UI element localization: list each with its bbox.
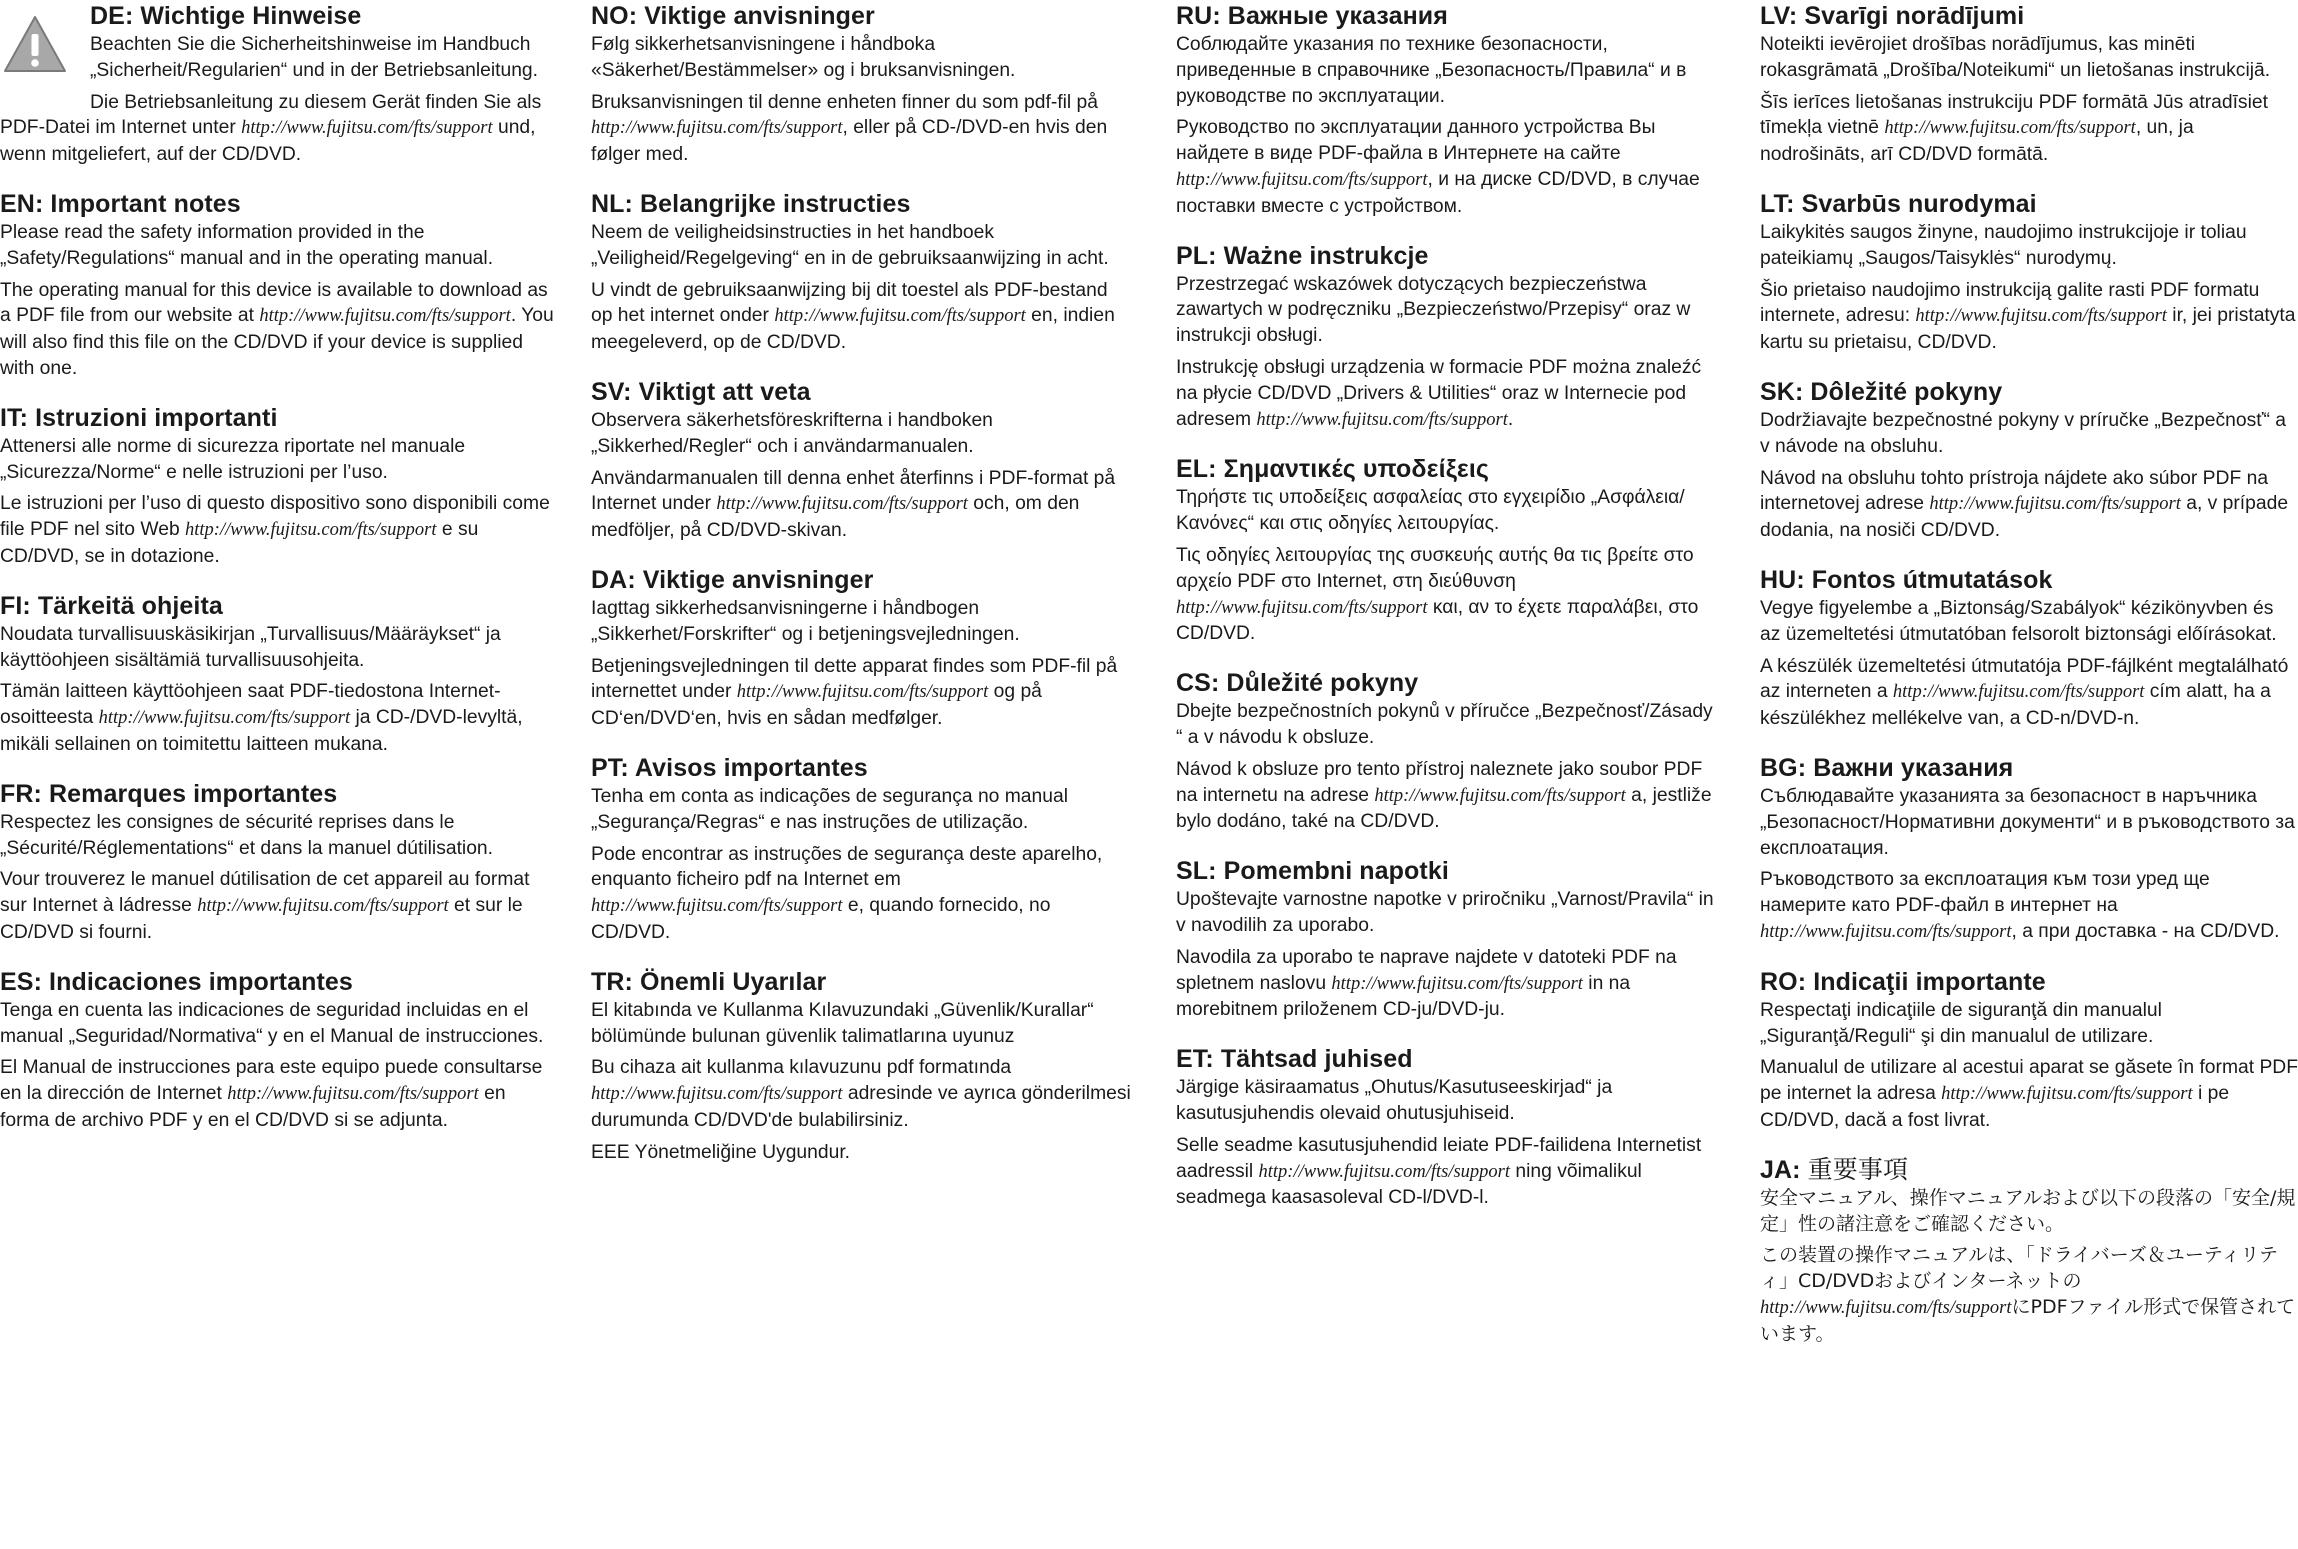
- notice-title: Svarīgi norādījumi: [1804, 2, 2025, 30]
- notice-heading-da: DA: Viktige anvisninger: [591, 565, 874, 594]
- notice-text: och, om den medföljer, på CD/DVD-skivan.: [591, 493, 1080, 542]
- language-code: ES: [0, 967, 34, 996]
- notice-title: Important notes: [50, 189, 241, 218]
- notice-heading-pl: PL: Ważne instrukcje: [1176, 241, 1429, 270]
- notice-text: en, indien meegeleverd, op de CD/DVD.: [591, 305, 1115, 354]
- support-url: http://www.fujitsu.com/fts/support: [591, 118, 843, 139]
- support-url: http://www.fujitsu.com/fts/support: [98, 708, 351, 729]
- notice-text: og på CD‘en/DVD‘en, hvis en sådan medfølger.: [591, 681, 1042, 730]
- notice-heading-sv: SV: Viktigt att veta: [591, 377, 811, 406]
- notice-text: El Manual de instrucciones para este equipo puede consultarse en la dirección de Internet: [0, 1057, 543, 1105]
- notice-text: Tenha em conta as indicações de segurança no manual „Segurança/Regras“ e nas instruções de utilização.: [591, 785, 1068, 833]
- column-2: [591, 0, 1131, 1186]
- notice-text: Dbejte bezpečnostních pokynů v příručce „Bezpečnosť/Zásady “ a v návodu k obsluze.: [1176, 701, 1713, 748]
- notice-text: Руководство по эксплуатации данного устройства Вы найдете в виде PDF-файла в Интернете на сайте: [1176, 117, 1656, 165]
- notice-section-ro: [1760, 966, 2298, 1134]
- notice-heading-sl: SL: Pomembni napotki: [1176, 857, 1449, 886]
- notice-paragraph: [1760, 32, 2298, 84]
- notice-section-lv: [1760, 0, 2298, 168]
- support-url: http://www.fujitsu.com/fts/support: [1941, 1084, 2193, 1105]
- language-code: PL: [1176, 241, 1209, 270]
- notice-title: Fontos útmutatások: [1811, 565, 2053, 594]
- notice-text: a, v prípade dodania, na nosiči CD/DVD.: [1760, 493, 2289, 542]
- support-url: http://www.fujitsu.com/fts/support: [1176, 169, 1428, 190]
- notice-text: Selle seadme kasutusjuhendid leiate PDF-failidena Internetist aadressil: [1176, 1134, 1702, 1182]
- notice-text: .: [1507, 408, 1514, 430]
- notice-text: e, quando fornecido, no CD/DVD.: [591, 895, 1051, 943]
- notice-paragraph: [1760, 90, 2298, 168]
- notice-paragraph: [0, 998, 560, 1050]
- notice-paragraph: [1760, 278, 2298, 356]
- language-code: CS: [1176, 669, 1211, 698]
- notice-text: . You will also find this file on the CD/DVD if your device is supplied with one.: [0, 305, 554, 379]
- notice-paragraph: [0, 278, 560, 382]
- notice-text: Bu cihaza ait kullanma kılavuzunu pdf formatında: [591, 1057, 1012, 1079]
- notice-text: et sur le CD/DVD si fourni.: [0, 895, 523, 943]
- notice-paragraph: [1176, 945, 1724, 1023]
- notice-heading-ro: RO: Indicaţii importante: [1760, 967, 2046, 996]
- support-url: http://www.fujitsu.com/fts/support: [1331, 973, 1583, 994]
- notice-text: a, jestliže bylo dodáno, také na CD/DVD.: [1176, 784, 1712, 833]
- notice-section-sk: [1760, 376, 2298, 544]
- notice-paragraph: [0, 434, 560, 486]
- support-url: http://www.fujitsu.com/fts/support: [1176, 597, 1428, 618]
- notice-heading-sk: SK: Dôležité pokyny: [1760, 377, 2003, 406]
- notice-section-cs: [1176, 667, 1724, 835]
- language-code: FR: [0, 779, 34, 808]
- notice-paragraph: [591, 278, 1131, 356]
- notice-title: Önemli Uyarılar: [640, 967, 827, 996]
- notice-heading-et: ET: Tähtsad juhised: [1176, 1045, 1413, 1074]
- language-code: TR: [591, 967, 625, 996]
- notice-text: Användarmanualen till denna enhet återfinns i PDF-format på Internet under: [591, 467, 1116, 515]
- notice-paragraph: [591, 654, 1131, 732]
- notice-title: Remarques importantes: [49, 779, 338, 808]
- notice-text: この装置の操作マニュアルは、「ドライバーズ＆ユーティリティ」CD/DVDおよびインターネットの: [1760, 1244, 2278, 1293]
- notice-text: , eller på CD-/DVD-en hvis den følger med.: [591, 117, 1108, 166]
- notice-text: Vour trouverez le manuel dútilisation de cet appareil au format sur Internet à ládresse: [0, 869, 530, 917]
- notice-text: Iagttag sikkerhedsanvisningerne i håndbogen „Sikkerhet/Forskrifter“ og i betjeningsvejledningen.: [591, 597, 1020, 645]
- support-url: http://www.fujitsu.com/fts/support: [1760, 921, 2012, 942]
- notice-paragraph: [591, 408, 1131, 460]
- notice-paragraph: [0, 622, 560, 674]
- notice-section-tr: [591, 966, 1131, 1166]
- notice-text: EEE Yönetmeliğine Uygundur.: [591, 1141, 851, 1163]
- language-code: SK: [1760, 377, 1795, 406]
- notice-text: und, wenn mitgeliefert, auf der CD/DVD.: [0, 117, 536, 166]
- notice-section-no: [591, 0, 1131, 168]
- notice-paragraph: [1760, 1243, 2298, 1347]
- notice-section-el: [1176, 453, 1724, 647]
- notice-text: Tenga en cuenta las indicaciones de seguridad incluidas en el manual „Seguridad/Normativa“ y en el Manual de instrucciones.: [0, 999, 544, 1047]
- notice-paragraph: [591, 784, 1131, 836]
- notice-paragraph: [1176, 887, 1724, 939]
- notice-paragraph: [0, 90, 560, 168]
- notice-text: Dodržiavajte bezpečnostné pokyny v príručke „Bezpečnosť“ a v návode na obsluhu.: [1760, 409, 2286, 457]
- support-url: http://www.fujitsu.com/fts/support: [1374, 785, 1626, 806]
- support-url: http://www.fujitsu.com/fts/support: [1258, 1161, 1511, 1182]
- notice-paragraph: [591, 1055, 1131, 1133]
- notice-paragraph: [591, 90, 1131, 168]
- notice-text: Følg sikkerhetsanvisningene i håndboka «Säkerhet/Bestämmelser» og i bruksanvisningen.: [591, 34, 1016, 81]
- notice-heading-pt: PT: Avisos importantes: [591, 753, 868, 782]
- notice-text: Le istruzioni per l’uso di questo dispositivo sono disponibili come file PDF nel sito Web: [0, 493, 550, 541]
- notice-title: Indicaţii importante: [1813, 967, 2046, 996]
- notice-section-hu: [1760, 564, 2298, 732]
- notice-section-sv: [591, 376, 1131, 544]
- notice-text: Návod na obsluhu tohto prístroja nájdete ako súbor PDF na internetovej adrese: [1760, 467, 2269, 515]
- notice-text: Съблюдавайте указанията за безопасност в наръчника „Безопасност/Нормативни документи“ и в ръководството за експлоатация.: [1760, 785, 2295, 859]
- notice-text: Observera säkerhetsföreskrifterna i handboken „Sikkerhed/Regler“ och i användarmanualen.: [591, 409, 993, 457]
- notice-paragraph: [1760, 1055, 2298, 1133]
- notice-title: Важни указания: [1813, 753, 2014, 782]
- notice-text: Neem de veiligheidsinstructies in het handboek „Veiligheid/Regelgeving“ en in de gebruiksaanwijzing in acht.: [591, 221, 1109, 269]
- notice-paragraph: [0, 679, 560, 757]
- notice-heading-el: EL: Σημαντικές υποδείξεις: [1176, 455, 1490, 484]
- language-code: JA: [1760, 1155, 1793, 1184]
- notice-paragraph: [591, 220, 1131, 272]
- notice-heading-lv: LV: Svarīgi norādījumi: [1760, 2, 2025, 30]
- notice-text: にPDFファイル形式で保管されています。: [1760, 1295, 2296, 1345]
- notice-paragraph: [1176, 115, 1724, 219]
- notice-title: Belangrijke instructies: [640, 189, 911, 218]
- notice-text: Laikykitės saugos žinyne, naudojimo instrukcijoje ir toliau pateikiamų „Saugos/Taisyklės“ nurodymų.: [1760, 221, 2247, 269]
- notice-title: Istruzioni importanti: [35, 403, 278, 432]
- notice-text: Τις οδηγίες λειτουργίας της συσκευής αυτής θα τις βρείτε στο αρχείο PDF στο Internet, στη διεύθυνση: [1176, 544, 1694, 592]
- notice-paragraph: [1760, 408, 2298, 460]
- notice-paragraph: [1760, 1186, 2298, 1238]
- language-code: BG: [1760, 753, 1798, 782]
- notice-paragraph: [1176, 1075, 1724, 1127]
- language-code: EL: [1176, 455, 1209, 484]
- language-code: SV: [591, 377, 624, 406]
- notice-text: Järgige käsiraamatus „Ohutus/Kasutuseeskirjad“ ja kasutusjuhendis olevaid ohutusjuhiseid.: [1176, 1077, 1613, 1124]
- notice-paragraph: [591, 596, 1131, 648]
- notice-text: Attenersi alle norme di sicurezza riportate nel manuale „Sicurezza/Norme“ e nelle istruzioni per l’uso.: [0, 435, 466, 483]
- notice-heading-no: NO: Viktige anvisninger: [591, 2, 875, 30]
- support-url: http://www.fujitsu.com/fts/support: [197, 896, 449, 917]
- notice-title: Σημαντικές υποδείξεις: [1223, 455, 1490, 484]
- notice-paragraph: [1760, 998, 2298, 1050]
- language-code: DA: [591, 565, 628, 594]
- notice-text: Przestrzegać wskazówek dotyczących bezpieczeństwa zawartych w podręczniku „Bezpieczeństwo/Przepisy“ oraz w instrukcji obsługi.: [1176, 273, 1691, 347]
- notice-text: Bruksanvisningen til denne enheten finner du som pdf-fil på: [591, 91, 1098, 113]
- notice-paragraph: [1760, 654, 2298, 732]
- notice-paragraph: [1760, 867, 2298, 945]
- notice-section-ru: [1176, 0, 1724, 220]
- notice-text: Τηρήστε τις υποδείξεις ασφαλείας στο εγχειρίδιο „Ασφάλεια/Κανόνες“ και στις οδηγίες λειτουργίας.: [1176, 487, 1685, 535]
- notice-text: ir, jei pristatyta kartu su prietaisu, CD/DVD.: [1760, 305, 2296, 354]
- notice-paragraph: [1176, 32, 1724, 109]
- notice-title: Tähtsad juhised: [1220, 1045, 1413, 1074]
- notice-title: Viktigt att veta: [638, 377, 811, 406]
- notice-section-fr: [0, 778, 560, 946]
- notice-section-da: [591, 564, 1131, 732]
- notice-text: The operating manual for this device is available to download as a PDF file from our website at: [0, 279, 548, 327]
- notice-title: Важные указания: [1227, 2, 1448, 30]
- notice-text: Ръководството за експлоатация към този уред ще намерите като PDF-файл в интернет на: [1760, 869, 2210, 917]
- notice-text: Respectaţi indicaţiile de siguranţă din manualul „Siguranţă/Reguli“ şi din manualul de utilizare.: [1760, 999, 2162, 1047]
- language-code: RU: [1176, 2, 1213, 30]
- column-1: [0, 0, 560, 1154]
- notice-text: Vegye figyelembe a „Biztonság/Szabályok“ kézikönyvben és az üzemeltetési útmutatóban felsorolt biztonsági előírásokat.: [1760, 597, 2277, 645]
- notice-text: Betjeningsvejledningen til dette apparat findes som PDF-fil på internettet under: [591, 655, 1118, 703]
- notice-section-sl: [1176, 855, 1724, 1023]
- notice-heading-lt: LT: Svarbūs nurodymai: [1760, 189, 2037, 218]
- language-code: LT: [1760, 189, 1787, 218]
- notice-text: adresinde ve ayrıca gönderilmesi durumunda CD/DVD'de bulabilirsiniz.: [591, 1083, 1131, 1131]
- notice-text: Instrukcję obsługi urządzenia w formacie PDF można znaleźć na płycie CD/DVD „Drivers & Utilities“ oraz w Internecie pod adresem: [1176, 356, 1702, 430]
- notice-heading-fr: FR: Remarques importantes: [0, 779, 338, 808]
- notice-text: Pode encontrar as instruções de segurança deste aparelho, enquanto ficheiro pdf na Internet em: [591, 843, 1103, 891]
- notice-text: Die Betriebsanleitung zu diesem Gerät finden Sie als PDF-Datei im Internet unter: [0, 91, 542, 139]
- notice-title: Dôležité pokyny: [1810, 377, 2003, 406]
- support-url: http://www.fujitsu.com/fts/support: [1760, 1297, 2012, 1318]
- notice-title: Tärkeitä ohjeita: [37, 591, 223, 620]
- notice-heading-es: ES: Indicaciones importantes: [0, 967, 353, 996]
- support-url: http://www.fujitsu.com/fts/support: [185, 520, 437, 541]
- support-url: http://www.fujitsu.com/fts/support: [241, 118, 493, 139]
- notice-heading-en: EN: Important notes: [0, 189, 241, 218]
- notice-text: Respectez les consignes de sécurité reprises dans le „Sécurité/Réglementations“ et dans la manuel dútilisation.: [0, 811, 494, 859]
- notice-text: e su CD/DVD, se in dotazione.: [0, 519, 479, 567]
- notice-text: A készülék üzemeltetési útmutatója PDF-fájlként megtalálható az interneten a: [1760, 655, 2289, 703]
- notice-text: Šīs ierīces lietošanas instrukciju PDF formātā Jūs atradīsiet tīmekļa vietnē: [1760, 91, 2268, 139]
- notice-text: Beachten Sie die Sicherheitshinweise im Handbuch „Sicherheit/Regularien“ und in der Betriebsanleitung.: [90, 34, 539, 81]
- notice-title: 重要事項: [1807, 1154, 1909, 1184]
- notice-text: U vindt de gebruiksaanwijzing bij dit toestel als PDF-bestand op het internet onder: [591, 279, 1108, 327]
- notice-text: El kitabında ve Kullanma Kılavuzundaki „Güvenlik/Kurallar“ bölümünde bulunan güvenlik talimatlarına uyunuz: [591, 999, 1094, 1047]
- language-code: DE: [90, 2, 125, 30]
- notice-paragraph: [1760, 784, 2298, 861]
- notice-heading-ru: RU: Важные указания: [1176, 2, 1448, 30]
- notice-paragraph: [591, 842, 1131, 946]
- notice-paragraph: [0, 867, 560, 945]
- notice-paragraph: [1176, 757, 1724, 835]
- notice-paragraph: [1176, 355, 1724, 433]
- notice-paragraph: [1760, 220, 2298, 272]
- notice-section-en: [0, 188, 560, 382]
- notice-paragraph: [90, 32, 560, 84]
- notice-title: Svarbūs nurodymai: [1801, 189, 2037, 218]
- notice-paragraph: [1760, 596, 2298, 648]
- notice-text: και, αν το έχετε παραλάβει, στο CD/DVD.: [1176, 596, 1699, 645]
- notice-text: ja CD-/DVD-levyltä, mikäli sellainen on toimitettu laitteen mukana.: [0, 707, 523, 755]
- notice-paragraph: [0, 1055, 560, 1133]
- notice-title: Pomembni napotki: [1223, 857, 1449, 886]
- notice-section-nl: [591, 188, 1131, 356]
- language-code: NO: [591, 2, 629, 30]
- notice-heading-nl: NL: Belangrijke instructies: [591, 189, 911, 218]
- notice-section-lt: [1760, 188, 2298, 356]
- support-url: http://www.fujitsu.com/fts/support: [736, 682, 989, 703]
- notice-text: i pe CD/DVD, dacă a fost livrat.: [1760, 1083, 2230, 1131]
- language-code: LV: [1760, 2, 1789, 30]
- notice-paragraph: [591, 32, 1131, 84]
- notice-title: Důležité pokyny: [1226, 669, 1419, 698]
- notice-section-et: [1176, 1043, 1724, 1211]
- support-url: http://www.fujitsu.com/fts/support: [259, 306, 511, 327]
- notice-text: , и на диске CD/DVD, в случае поставки вместе с устройством.: [1176, 168, 1700, 217]
- notice-heading-it: IT: Istruzioni importanti: [0, 403, 278, 432]
- language-code: FI: [0, 591, 23, 620]
- notice-paragraph: [1176, 485, 1724, 537]
- column-4: [1760, 0, 2298, 1367]
- notice-text: Návod k obsluze pro tento přístroj naleznete jako soubor PDF na internetu na adrese: [1176, 758, 1703, 806]
- notice-section-bg: [1760, 752, 2298, 946]
- notice-title: Wichtige Hinweise: [140, 2, 362, 30]
- notice-paragraph: [1176, 543, 1724, 647]
- support-url: http://www.fujitsu.com/fts/support: [1256, 409, 1508, 430]
- notice-paragraph: [1176, 272, 1724, 349]
- support-url: http://www.fujitsu.com/fts/support: [591, 1084, 843, 1105]
- notice-heading-de: DE: Wichtige Hinweise: [90, 2, 362, 30]
- notice-text: , un, ja nodrošināts, arī CD/DVD formātā.: [1760, 117, 2194, 166]
- notice-paragraph: [0, 810, 560, 862]
- notice-title: Ważne instrukcje: [1223, 241, 1429, 270]
- notice-section-it: [0, 402, 560, 570]
- support-url: http://www.fujitsu.com/fts/support: [774, 306, 1026, 327]
- support-url: http://www.fujitsu.com/fts/support: [1884, 118, 2136, 139]
- language-code: RO: [1760, 967, 1798, 996]
- notice-text: , а при доставка - на CD/DVD.: [2011, 920, 2280, 942]
- notice-section-pl: [1176, 240, 1724, 434]
- notice-text: Šio prietaiso naudojimo instrukciją galite rasti PDF formatu internete, adresu:: [1760, 279, 2260, 327]
- notice-section-de: [0, 0, 560, 168]
- notice-text: Manualul de utilizare al acestui aparat se găsete în format PDF pe internet la adresa: [1760, 1057, 2298, 1105]
- notice-text: in na morebitnem priloženem CD-ju/DVD-ju.: [1176, 972, 1631, 1021]
- notice-section-pt: [591, 752, 1131, 946]
- notice-section-fi: [0, 590, 560, 758]
- notice-text: Tämän laitteen käyttöohjeen saat PDF-tiedostona Internet-osoitteesta: [0, 681, 501, 729]
- notice-paragraph: [0, 220, 560, 272]
- notice-text: en forma de archivo PDF y en el CD/DVD si se adjunta.: [0, 1083, 506, 1131]
- notice-text: Noteikti ievērojiet drošības norādījumus, kas minēti rokasgrāmatā „Drošība/Noteikumi“ un lietošanas instrukcijā.: [1760, 34, 2271, 81]
- notice-text: cím alatt, ha a készülékhez mellékelve van, a CD-n/DVD-n.: [1760, 681, 2271, 730]
- support-url: http://www.fujitsu.com/fts/support: [716, 494, 968, 515]
- notice-heading-fi: FI: Tärkeitä ohjeita: [0, 591, 223, 620]
- notice-text: Noudata turvallisuuskäsikirjan „Turvallisuus/Määräykset“ ja käyttöohjeen sisältämiä turvallisuusohjeita.: [0, 623, 501, 671]
- notice-heading-hu: HU: Fontos útmutatások: [1760, 565, 2053, 594]
- language-code: PT: [591, 753, 621, 782]
- language-code: EN: [0, 189, 35, 218]
- notice-paragraph: [591, 1140, 1131, 1166]
- notice-text: Соблюдайте указания по технике безопасности, приведенные в справочнике „Безопасность/Правила“ и в руководстве по эксплуатации.: [1176, 34, 1687, 107]
- notice-text: Upoštevajte varnostne napotke v priročniku „Varnost/Pravila“ in v navodilih za uporabo.: [1176, 889, 1714, 936]
- notice-title: Indicaciones importantes: [49, 967, 353, 996]
- notice-text: ning võimalikul seadmega kaasasoleval CD-l/DVD-l.: [1176, 1160, 1642, 1209]
- support-url: http://www.fujitsu.com/fts/support: [591, 896, 843, 917]
- notice-paragraph: [1176, 699, 1724, 751]
- notice-text: 安全マニュアル、操作マニュアルおよび以下の段落の「安全/規定」性の諸注意をご確認ください。: [1760, 1186, 2296, 1235]
- notice-section-ja: [1760, 1154, 2298, 1348]
- notice-heading-ja: JA: 重要事項: [1760, 1154, 1909, 1184]
- notice-paragraph: [591, 466, 1131, 544]
- notice-paragraph: [1176, 1133, 1724, 1211]
- notice-paragraph: [591, 998, 1131, 1050]
- support-url: http://www.fujitsu.com/fts/support: [1929, 494, 2181, 515]
- language-code: HU: [1760, 565, 1797, 594]
- notice-title: Viktige anvisninger: [642, 565, 874, 594]
- language-code: IT: [0, 403, 20, 432]
- notice-paragraph: [1760, 466, 2298, 544]
- notice-heading-cs: CS: Důležité pokyny: [1176, 669, 1419, 698]
- notice-title: Avisos importantes: [634, 753, 868, 782]
- support-url: http://www.fujitsu.com/fts/support: [227, 1084, 479, 1105]
- language-code: SL: [1176, 857, 1209, 886]
- notice-section-es: [0, 966, 560, 1134]
- language-code: ET: [1176, 1045, 1206, 1074]
- support-url: http://www.fujitsu.com/fts/support: [1915, 306, 2167, 327]
- column-3: [1176, 0, 1724, 1231]
- notice-text: Navodila za uporabo te naprave najdete v datoteki PDF na spletnem naslovu: [1176, 946, 1677, 994]
- support-url: http://www.fujitsu.com/fts/support: [1892, 682, 2145, 703]
- notice-text: Please read the safety information provided in the „Safety/Regulations“ manual and in the operating manual.: [0, 221, 494, 269]
- language-code: NL: [591, 189, 625, 218]
- notice-paragraph: [0, 491, 560, 569]
- notice-title: Viktige anvisninger: [644, 2, 875, 30]
- notice-heading-tr: TR: Önemli Uyarılar: [591, 967, 827, 996]
- notice-heading-bg: BG: Важни указания: [1760, 753, 2014, 782]
